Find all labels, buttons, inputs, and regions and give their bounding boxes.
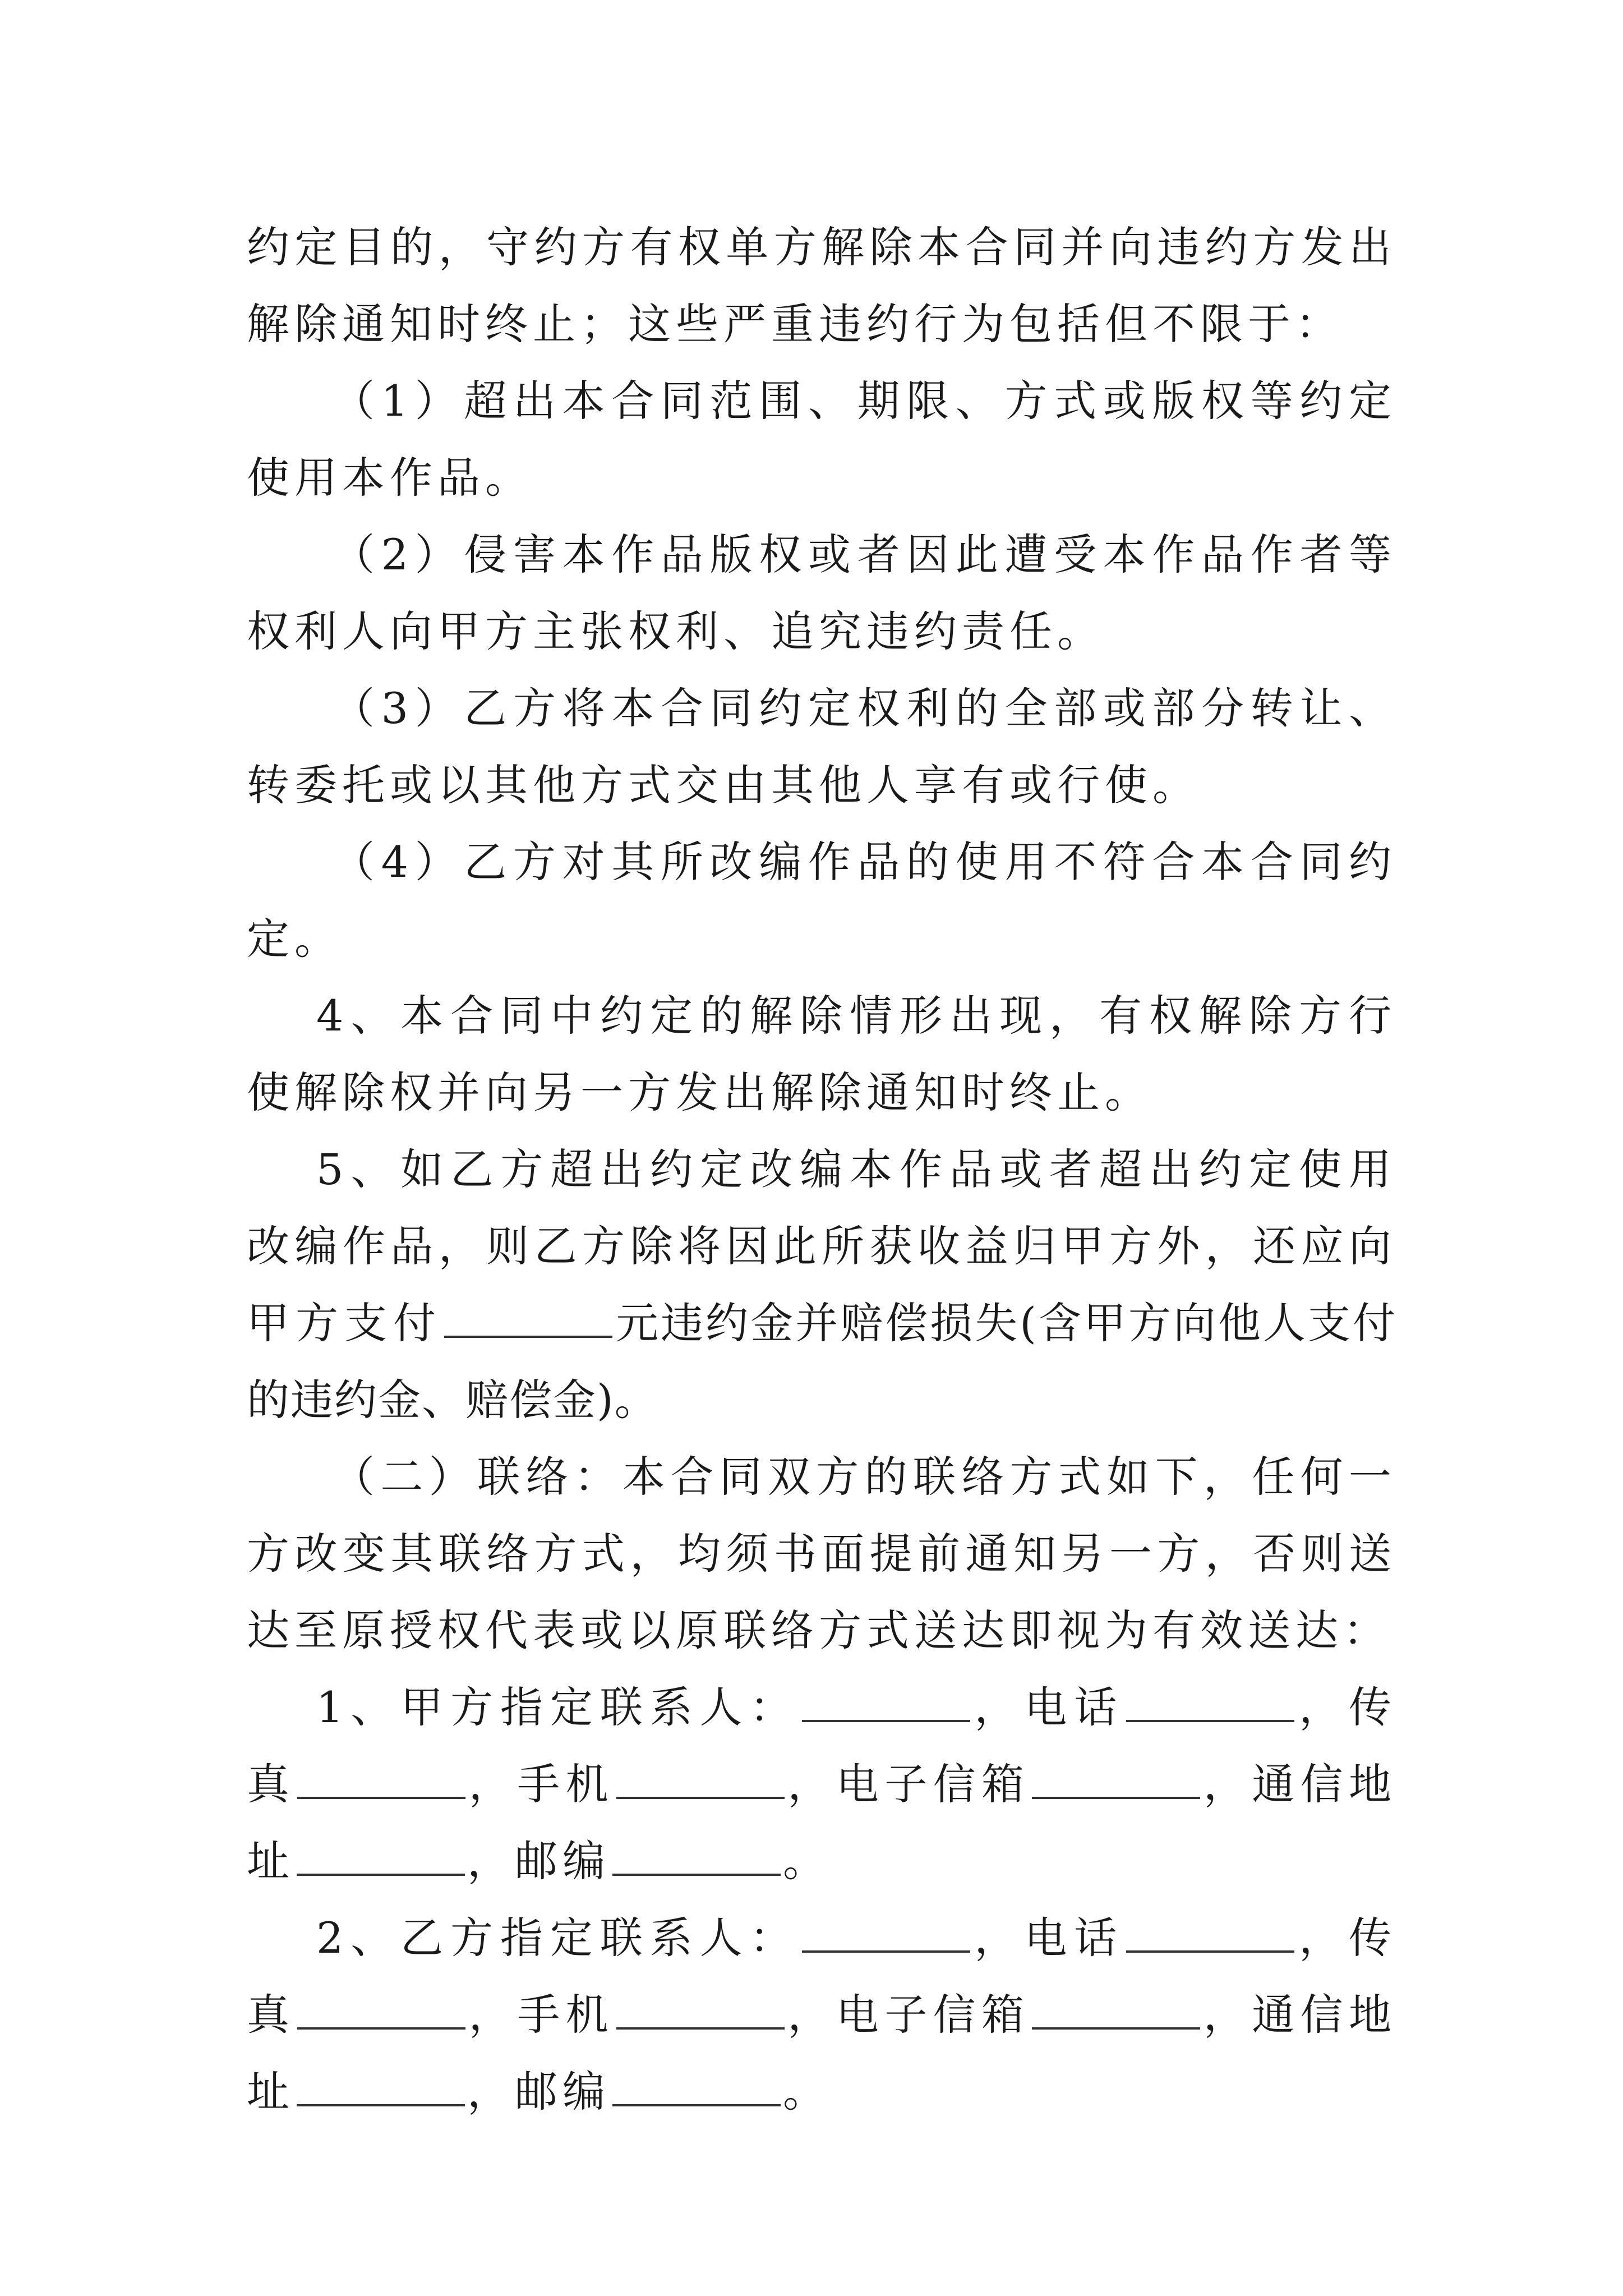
contact-a-fax-blank: [297, 1757, 465, 1799]
paragraph-item-2: （2）侵害本作品版权或者因此遭受本作品作者等权利人向甲方主张权利、追究违约责任。: [247, 530, 1396, 656]
contact-a-phone-label: ，电话: [972, 1682, 1124, 1732]
contact-b-email-blank: [1032, 1988, 1200, 2030]
contact-b-end: 。: [783, 2067, 831, 2116]
contact-b-address-label: ，通信地址: [247, 1990, 1397, 2116]
contact-b-postcode-label: ，邮编: [467, 2067, 610, 2116]
contact-b-prefix: 2、乙方指定联系人：: [316, 1913, 800, 1963]
paragraph-item-3: （3）乙方将本合同约定权利的全部或部分转让、转委托或以其他方式交由其他人享有或行使。: [247, 683, 1396, 810]
paragraph-termination-intro: 约定目的，守约方有权单方解除本合同并向违约方发出解除通知时终止；这些严重违约行为包括但不限于：: [247, 222, 1396, 349]
paragraph-contact-a: [247, 1669, 1396, 1899]
contact-a-end: 。: [783, 1836, 831, 1886]
clause-5-text-b: 元违约金并赔偿损失(含甲方向他人支付的违约金、赔偿金)。: [247, 1298, 1396, 1425]
contact-b-person-blank: [802, 1911, 970, 1953]
contact-b-fax-label: ，传真: [247, 1913, 1397, 2040]
contact-b-fax-blank: [297, 1988, 465, 2030]
contact-a-address-blank: [297, 1834, 465, 1876]
contact-a-email-label: ，电子信箱: [787, 1759, 1030, 1809]
contact-b-email-label: ，电子信箱: [787, 1990, 1030, 2040]
paragraph-item-1: （1）超出本合同范围、期限、方式或版权等约定使用本作品。: [247, 376, 1396, 503]
clause-5-text-a: 5、如乙方超出约定改编本作品或者超出约定使用改编作品，则乙方除将因此所获收益归甲方外，还应向甲方支付: [247, 1144, 1396, 1348]
contact-a-address-label: ，通信地址: [247, 1759, 1397, 1886]
contact-a-mobile-blank: [616, 1757, 785, 1799]
contact-a-mobile-label: ，手机: [468, 1759, 615, 1809]
contact-b-mobile-blank: [616, 1988, 785, 2030]
contact-a-email-blank: [1032, 1757, 1200, 1799]
paragraph-contact-intro: （二）联络：本合同双方的联络方式如下，任何一方改变其联络方式，均须书面提前通知另一方，否则送达至原授权代表或以原联络方式送达即视为有效送达：: [247, 1452, 1396, 1655]
penalty-amount-blank: [444, 1296, 612, 1338]
contact-a-postcode-label: ，邮编: [467, 1836, 610, 1886]
contact-b-phone-label: ，电话: [972, 1913, 1124, 1963]
contact-a-person-blank: [802, 1681, 970, 1722]
contact-a-postcode-blank: [612, 1834, 781, 1876]
paragraph-clause-4: 4、本合同中约定的解除情形出现，有权解除方行使解除权并向另一方发出解除通知时终止。: [247, 991, 1396, 1117]
contact-a-fax-label: ，传真: [247, 1682, 1397, 1809]
paragraph-clause-5: [247, 1131, 1396, 1438]
contact-b-phone-blank: [1126, 1911, 1294, 1953]
paragraph-contact-b: [247, 1899, 1396, 2130]
document-body: [247, 209, 1396, 2130]
paragraph-item-4: （4）乙方对其所改编作品的使用不符合本合同约定。: [247, 837, 1396, 964]
contact-b-mobile-label: ，手机: [468, 1990, 615, 2040]
contact-b-postcode-blank: [612, 2065, 781, 2106]
contact-b-address-blank: [297, 2065, 465, 2106]
contact-a-prefix: 1、甲方指定联系人：: [316, 1682, 800, 1732]
contact-a-phone-blank: [1126, 1681, 1294, 1722]
